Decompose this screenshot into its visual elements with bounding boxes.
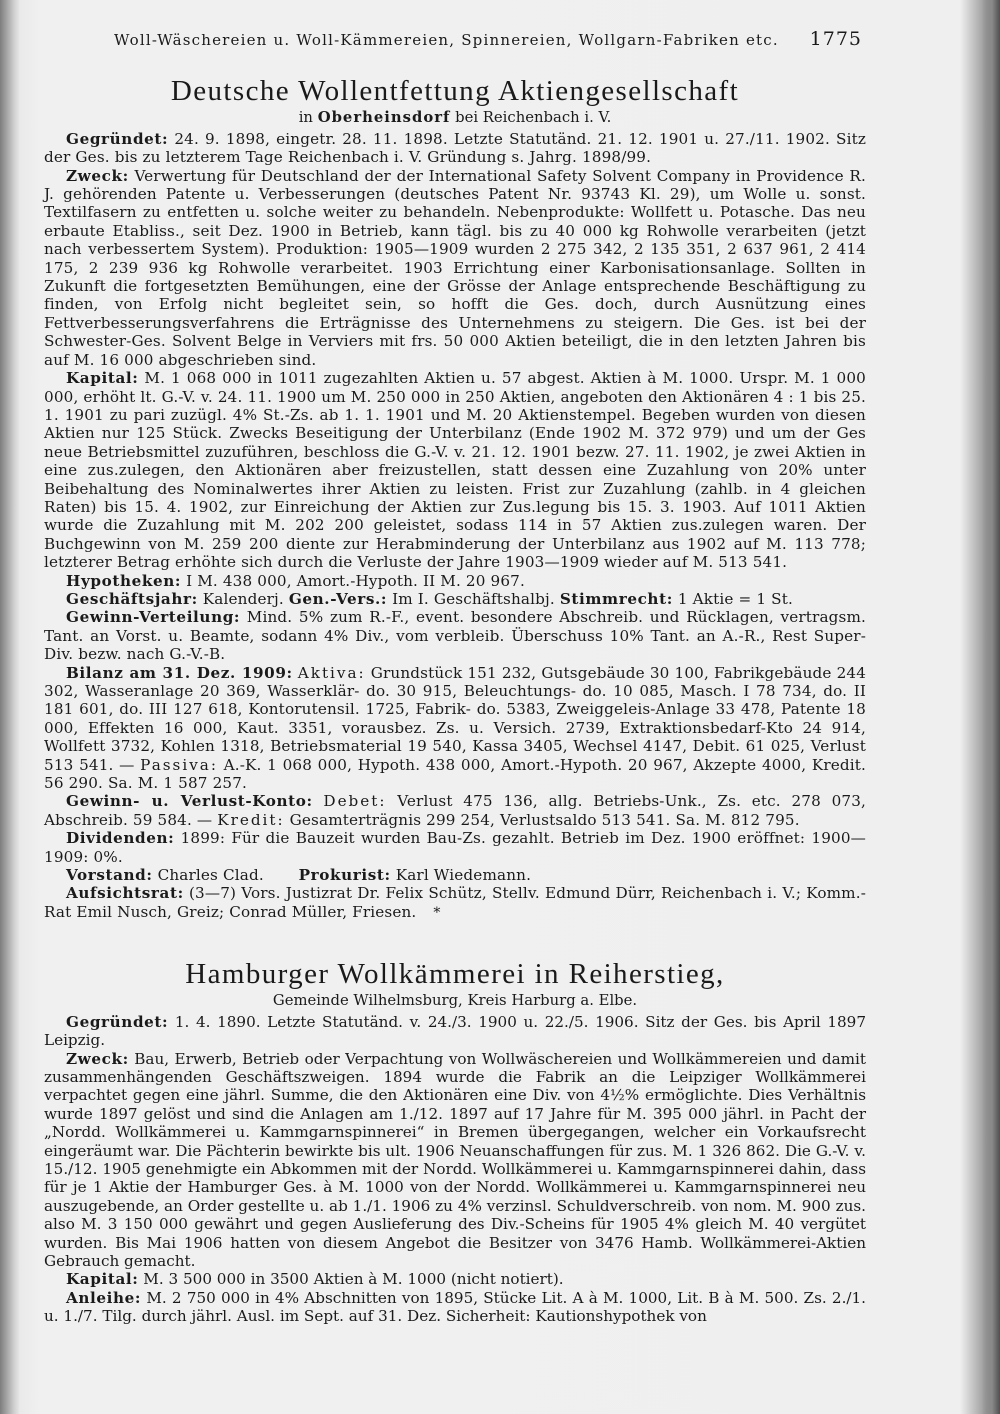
label-prokurist: Prokurist: <box>298 866 391 885</box>
label-gewinn-verteilung: Gewinn-Verteilung: <box>66 608 241 627</box>
text-kapital: M. 1 068 000 in 1011 zugezahlten Aktien u. 57 abgest. Aktien à M. 1000. Urspr. M. 1 000 000, erhöht lt. G.-V. v. 24. 11. 1900 um M. 250 000 in 250 Aktien, angeboten den Aktionären 4 : 1 bis 25. 1. 1901 zu pari zuzügl. 4% St.-Zs. ab 1. 1. 1901 und M. 20 Aktienstempel. Begeben wurden von diesen Aktien nur 125 Stück. Zwecks Beseitigung der Unterbilanz (Ende 1902 M. 372 979) und um der Ges neue Betriebsmittel zuzuführen, beschloss die G.-V. v. 21. 12. 1901 bezw. 27. 11. 1902, je zwei Aktien in eine zus.zulegen, den Aktionären aber freizustellen, statt dessen eine Zuzahlung von 20% unter Beibehaltung des Nominalwertes ihrer Aktien zu leisten. Frist zur Zuzahlung (zahlb. in 4 gleichen Raten) bis 15. 4. 1902, zur Einreichung der Aktien zur Zus.legung bis 15. 3. 1903. Auf 1011 Aktien wurde die Zuzahlung mit M. 202 200 geleistet, sodass 114 in 57 Aktien zus.zulegen waren. Der Buchgewinn von M. 259 200 diente zur Herabminderung der Unterbilanz aus 1902 auf M. 113 778; letzterer Betrag erhöhte sich durch die Verluste der Jahre 1903—1909 wieder auf M. 513 541. <box>44 369 866 572</box>
page-edge-shadow-right <box>982 0 1000 1414</box>
binding-shadow-left <box>0 0 20 1414</box>
paragraph-guv <box>44 792 866 829</box>
label-zweck-2: Zweck: <box>66 1049 129 1068</box>
label-genvers: Gen.-Vers.: <box>288 589 388 608</box>
paragraph-gewinn-verteilung <box>44 608 866 663</box>
paragraph-gegruendet-2 <box>44 1013 866 1050</box>
label-guv: Gewinn- u. Verlust-Konto: <box>66 792 313 811</box>
text-gewinn-verteilung: Mind. 5% zum R.-F., event. besondere Abschreib. und Rücklagen, vertragsm. Tant. an Vorst. u. Beamte, sodann 4% Div., vom verbleib. Überschuss 10% Tant. an A.-R., Rest Super-Div. bezw. nach G.-V.-B. <box>44 608 866 664</box>
text-kredit: Gesamterträgnis 299 254, Verlustsaldo 513 541. Sa. M. 812 795. <box>289 810 800 829</box>
paragraph-dividenden <box>44 829 866 866</box>
text-stimmrecht: 1 Aktie = 1 St. <box>677 589 793 608</box>
text-prokurist: Karl Wiedemann. <box>395 866 532 885</box>
paragraph-vorstand <box>44 866 866 884</box>
label-aktiva: Aktiva: <box>297 663 366 682</box>
paragraph-kapital-2 <box>44 1270 866 1288</box>
text-geschaeftsjahr: Kalenderj. <box>202 589 284 608</box>
location-place: Oberheinsdorf <box>317 109 451 127</box>
end-mark: * <box>433 904 441 921</box>
label-kredit: Kredit: <box>217 810 285 829</box>
label-kapital: Kapital: <box>66 369 139 388</box>
text-gegruendet-2: 1. 4. 1890. Letzte Statutänd. v. 24./3. 1900 u. 22./5. 1906. Sitz der Ges. bis April 1897 Leipzig. <box>44 1012 867 1050</box>
paragraph-bilanz <box>44 664 866 793</box>
label-dividenden: Dividenden: <box>66 829 175 848</box>
text-aktiva: Grundstück 151 232, Gutsgebäude 30 100, Fabrikgebäude 244 302, Wasseranlage 20 369, Wasserklär- do. 30 915, Beleuchtungs- do. 10 085, Masch. I 78 734, do. II 181 601, do. III 127 618, Kontorutensil. 1725, Fabrik- do. 5383, Zweiggeleis-Anlage 33 478, Patente 18 000, Effekten 16 000, Kaut. 3351, vorausbez. Zs. u. Versich. 2739, Extraktionsbedarf-Kto 24 914, Wollfett 3732, Kohlen 1318, Betriebsmaterial 19 540, Kassa 3405, Wechsel 4147, Debit. 61 025, Verlust 513 541. — <box>44 663 867 774</box>
paragraph-zweck-2 <box>44 1050 866 1271</box>
text-zweck: Verwertung für Deutschland der der International Safety Solvent Company in Providence R. J. gehörenden Patente u. Verbesserungen (deutsches Patent Nr. 93743 Kl. 29), um Wolle u. sonst. Textilfasern zu entfetten u. solche weiter zu behandeln. Nebenprodukte: Wollfett u. Potasche. Das neu erbaute Etabliss., seit Dez. 1900 in Betrieb, kann tägl. bis zu 40 000 kg Rohwolle verarbeiten (jetzt nach verbessertem System). Produktion: 1905—1909 wurden 2 275 342, 2 135 351, 2 637 961, 2 414 175, 2 239 936 kg Rohwolle verarbeitet. 1903 Errichtung einer Karbonisationsanlage. Sollten in Zukunft die fortgesetzten Bemühungen, eine der Grösse der Anlage entsprechende Beschäftigung zu finden, von Erfolg nicht begleitet sein, so hofft die Ges. doch, durch Ausnützung eines Fettverbesserungsverfahrens die Erträgnisse des Unternehmens zu steigern. Die Ges. ist bei der Schwester-Ges. Solvent Belge in Verviers mit frs. 50 000 Aktien beteiligt, die in den letzten Jahren bis auf M. 16 000 abgeschrieben sind. <box>44 166 866 369</box>
text-vorstand: Charles Clad. <box>157 866 264 885</box>
label-kapital-2: Kapital: <box>66 1270 139 1289</box>
text-anleihe-2: M. 2 750 000 in 4% Abschnitten von 1895, Stücke Lit. A à M. 1000, Lit. B à M. 500. Zs. 2./1. u. 1./7. Tilg. durch jährl. Ausl. im Sept. auf 31. Dez. Sicherheit: Kautionshypothek von <box>44 1288 866 1326</box>
label-hypotheken: Hypotheken: <box>66 571 182 590</box>
label-vorstand: Vorstand: <box>66 866 153 885</box>
label-anleihe-2: Anleihe: <box>66 1288 142 1307</box>
text-zweck-2: Bau, Erwerb, Betrieb oder Verpachtung von Wollwäschereien und Wollkämmereien und damit zusammenhängenden Geschäftszweigen. 1894 wurde die Fabrik an die Leipziger Wollkämmerei verpachtet gegen eine jährl. Summe, die den Aktionären eine Div. von 4½% ermöglichte. Dies Verhältnis wurde 1897 gelöst und sind die Anlagen am 1./12. 1897 auf 17 Jahre für M. 395 000 jährl. in Pacht der „Nordd. Wollkämmerei u. Kammgarnspinnerei“ in Bremen übergegangen, welcher ein Vorkaufsrecht eingeräumt war. Die Pächterin bewirkte bis ult. 1906 Neuanschaffungen für zus. M. 1 326 862. Die G.-V. v. 15./12. 1905 genehmigte ein Abkommen mit der Nordd. Wollkämmerei u. Kammgarnspinnerei dahin, dass für je 1 Aktie der Hamburger Ges. à M. 1000 von der Nordd. Wollkämmerei u. Kammgarnspinnerei neu auszugebende, an Order gestellte u. ab 1./1. 1906 zu 4% verzinsl. Schuldverschreib. von nom. M. 900 zus. also M. 3 150 000 gewährt und gegen Auslieferung des Div.-Scheins für 1905 4% gleich M. 40 vergütet wurden. Bis Mai 1906 hatten von diesem Angebot die Besitzer von 3476 Hamb. Wollkämmerei-Aktien Gebrauch gemacht. <box>44 1049 866 1270</box>
text-genvers: Im I. Geschäftshalbj. <box>392 589 555 608</box>
text-dividenden: 1899: Für die Bauzeit wurden Bau-Zs. gezahlt. Betrieb im Dez. 1900 eröffnet: 1900—1909: 0%. <box>44 829 866 866</box>
paragraph-zweck <box>44 167 866 369</box>
label-zweck: Zweck: <box>66 166 129 185</box>
company-entry-1 <box>44 75 866 922</box>
label-aufsichtsrat: Aufsichtsrat: <box>66 884 184 903</box>
text-aufsichtsrat: (3—7) Vors. Justizrat Dr. Felix Schütz, Stellv. Edmund Dürr, Reichenbach i. V.; Komm.-Rat Emil Nusch, Greiz; Conrad Müller, Friesen. <box>44 884 866 921</box>
text-kapital-2: M. 3 500 000 in 3500 Aktien à M. 1000 (nicht notiert). <box>143 1270 564 1289</box>
label-stimmrecht: Stimmrecht: <box>559 589 673 608</box>
label-gegruendet-2: Gegründet: <box>66 1012 169 1031</box>
paragraph-geschaeftsjahr <box>44 590 866 608</box>
company-2-title: Hamburger Wollkämmerei in Reiherstieg, <box>185 958 725 991</box>
location-prefix: in <box>298 109 313 127</box>
paragraph-anleihe-2 <box>44 1289 866 1326</box>
label-geschaeftsjahr: Geschäftsjahr: <box>66 589 198 608</box>
page-content <box>44 30 866 1326</box>
text-gegruendet: 24. 9. 1898, eingetr. 28. 11. 1898. Letzte Statutänd. 21. 12. 1901 u. 27./11. 1902. Sitz der Ges. bis zu letzterem Tage Reichenbach i. V. Gründung s. Jahrg. 1898/99. <box>44 129 866 167</box>
company-1-title: Deutsche Wollentfettung Aktiengesellschaft <box>170 75 740 108</box>
company-2-location: Gemeinde Wilhelmsburg, Kreis Harburg a. Elbe. <box>272 992 638 1010</box>
company-1-location <box>44 109 866 127</box>
text-debet: Verlust 475 136, allg. Betriebs-Unk., Zs. etc. 278 073, Abschreib. 59 584. — <box>44 792 867 829</box>
label-bilanz: Bilanz am 31. Dez. 1909: <box>66 663 293 682</box>
running-header <box>44 30 866 49</box>
page-number: 1775 <box>809 28 862 50</box>
label-debet: Debet: <box>323 792 387 811</box>
label-gegruendet: Gegründet: <box>66 129 169 148</box>
paragraph-gegruendet <box>44 130 866 167</box>
company-entry-2 <box>44 958 866 1325</box>
paragraph-hypotheken <box>44 572 866 590</box>
text-hypotheken: I M. 438 000, Amort.-Hypoth. II M. 20 967. <box>186 571 525 590</box>
location-suffix: bei Reichenbach i. V. <box>455 109 612 127</box>
label-passiva: Passiva: <box>140 755 218 774</box>
paragraph-aufsichtsrat <box>44 884 866 922</box>
running-title: Woll-Wäschereien u. Woll-Kämmereien, Spinnereien, Wollgarn-Fabriken etc. <box>114 31 779 49</box>
paragraph-kapital <box>44 369 866 571</box>
text-passiva: A.-K. 1 068 000, Hypoth. 438 000, Amort.-Hypoth. 20 967, Akzepte 4000, Kredit. 56 290. Sa. M. 1 587 257. <box>44 755 867 793</box>
